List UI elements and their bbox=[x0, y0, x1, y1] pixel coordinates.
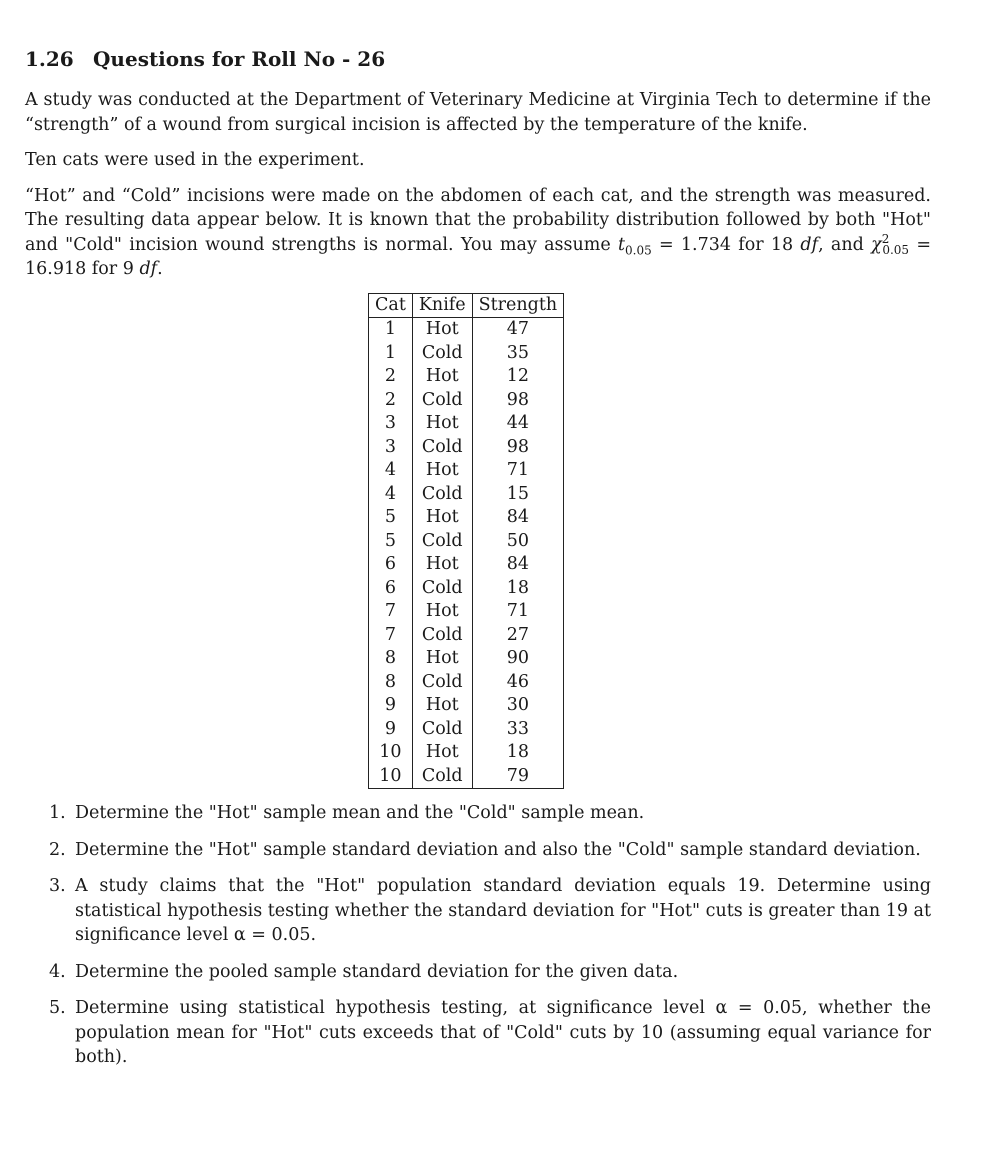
document-page bbox=[25, 44, 931, 1082]
df-label-1: df bbox=[800, 234, 819, 255]
question-item bbox=[49, 838, 931, 863]
strength-data-table bbox=[368, 293, 564, 790]
table-row bbox=[369, 647, 564, 671]
question-number: 4. bbox=[49, 961, 66, 982]
table-row bbox=[369, 671, 564, 695]
cell-knife: Hot bbox=[412, 318, 472, 342]
t-subscript: 0.05 bbox=[625, 243, 652, 257]
question-item bbox=[49, 996, 931, 1070]
table-row bbox=[369, 412, 564, 436]
table-row bbox=[369, 765, 564, 789]
section-title: Questions for Roll No - 26 bbox=[93, 47, 386, 71]
cell-knife: Hot bbox=[412, 647, 472, 671]
question-text: A study claims that the "Hot" population standard deviation equals 19. Determine using statistical hypothesis testing whether the standard deviation for "Hot" cuts is greater than 19 at significance level α = 0.05. bbox=[75, 876, 931, 945]
question-list bbox=[49, 801, 931, 1070]
cell-strength: 98 bbox=[472, 436, 564, 460]
table-row bbox=[369, 342, 564, 366]
desc-text-c: , and bbox=[818, 234, 872, 255]
cell-strength: 46 bbox=[472, 671, 564, 695]
cell-knife: Cold bbox=[412, 389, 472, 413]
desc-text-d: = 16.918 for 9 bbox=[25, 234, 931, 279]
cell-knife: Cold bbox=[412, 342, 472, 366]
table-row bbox=[369, 436, 564, 460]
table-row bbox=[369, 553, 564, 577]
cell-cat: 10 bbox=[369, 741, 413, 765]
data-description-paragraph bbox=[25, 184, 931, 282]
question-text: Determine the "Hot" sample mean and the "Cold" sample mean. bbox=[75, 803, 645, 823]
header-knife: Knife bbox=[412, 293, 472, 318]
question-number: 5. bbox=[49, 998, 66, 1018]
question-text: Determine the pooled sample standard deviation for the given data. bbox=[75, 961, 679, 982]
cell-knife: Hot bbox=[412, 506, 472, 530]
cell-strength: 33 bbox=[472, 718, 564, 742]
cats-paragraph: Ten cats were used in the experiment. bbox=[25, 150, 365, 170]
cell-cat: 2 bbox=[369, 389, 413, 413]
cell-knife: Cold bbox=[412, 765, 472, 789]
table-row bbox=[369, 389, 564, 413]
cell-cat: 4 bbox=[369, 459, 413, 483]
cell-knife: Cold bbox=[412, 436, 472, 460]
cell-knife: Hot bbox=[412, 694, 472, 718]
question-text: Determine the "Hot" sample standard deviation and also the "Cold" sample standard deviation. bbox=[75, 839, 921, 860]
cell-cat: 9 bbox=[369, 718, 413, 742]
cell-strength: 71 bbox=[472, 600, 564, 624]
chi-subscript: 0.05 bbox=[882, 243, 910, 257]
desc-text-e: . bbox=[157, 259, 163, 279]
cell-strength: 84 bbox=[472, 553, 564, 577]
cell-strength: 12 bbox=[472, 365, 564, 389]
cell-strength: 50 bbox=[472, 530, 564, 554]
cell-strength: 71 bbox=[472, 459, 564, 483]
table-header-row bbox=[369, 293, 564, 318]
table-row bbox=[369, 530, 564, 554]
table-body bbox=[369, 318, 564, 789]
cell-strength: 47 bbox=[472, 318, 564, 342]
cell-cat: 6 bbox=[369, 553, 413, 577]
cell-cat: 5 bbox=[369, 506, 413, 530]
cell-strength: 79 bbox=[472, 765, 564, 789]
desc-text-a: “Hot” and “Cold” incisions were made on the abdomen of each cat, and the strength was measured. The resulting data appear below. It is known that the probability distribution followed by both "Hot" and "Cold" incision wound strengths is normal. You may assume bbox=[25, 185, 931, 255]
cell-knife: Cold bbox=[412, 577, 472, 601]
question-number: 3. bbox=[49, 876, 66, 896]
cell-cat: 3 bbox=[369, 436, 413, 460]
cell-knife: Cold bbox=[412, 530, 472, 554]
cell-knife: Hot bbox=[412, 553, 472, 577]
cell-strength: 84 bbox=[472, 506, 564, 530]
cell-knife: Cold bbox=[412, 483, 472, 507]
question-number: 1. bbox=[49, 803, 66, 823]
cell-knife: Cold bbox=[412, 671, 472, 695]
cell-cat: 5 bbox=[369, 530, 413, 554]
question-text: Determine using statistical hypothesis testing, at significance level α = 0.05, whether the population mean for "Hot" cuts exceeds that of "Cold" cuts by 10 (assuming equal variance for both). bbox=[75, 998, 931, 1067]
cell-cat: 10 bbox=[369, 765, 413, 789]
cell-strength: 18 bbox=[472, 741, 564, 765]
cell-cat: 2 bbox=[369, 365, 413, 389]
cell-cat: 1 bbox=[369, 342, 413, 366]
table-row bbox=[369, 624, 564, 648]
t-symbol: t bbox=[617, 234, 626, 255]
section-heading bbox=[25, 44, 931, 74]
cell-cat: 3 bbox=[369, 412, 413, 436]
cell-knife: Cold bbox=[412, 718, 472, 742]
question-item bbox=[49, 801, 931, 826]
desc-text-b: = 1.734 for 18 bbox=[651, 234, 801, 255]
chi-superscript: 2 bbox=[881, 231, 890, 246]
cell-knife: Hot bbox=[412, 600, 472, 624]
table-row bbox=[369, 506, 564, 530]
cell-cat: 7 bbox=[369, 624, 413, 648]
table-row bbox=[369, 483, 564, 507]
cell-knife: Hot bbox=[412, 412, 472, 436]
table-row bbox=[369, 459, 564, 483]
cell-strength: 18 bbox=[472, 577, 564, 601]
table-row bbox=[369, 718, 564, 742]
cell-strength: 15 bbox=[472, 483, 564, 507]
table-row bbox=[369, 741, 564, 765]
cell-cat: 9 bbox=[369, 694, 413, 718]
cell-strength: 30 bbox=[472, 694, 564, 718]
cell-cat: 8 bbox=[369, 671, 413, 695]
question-item bbox=[49, 960, 931, 985]
question-item bbox=[49, 874, 931, 948]
chi-symbol: χ bbox=[871, 234, 882, 255]
cell-strength: 35 bbox=[472, 342, 564, 366]
table-row bbox=[369, 577, 564, 601]
cell-cat: 6 bbox=[369, 577, 413, 601]
cell-knife: Cold bbox=[412, 624, 472, 648]
cell-knife: Hot bbox=[412, 741, 472, 765]
table-row bbox=[369, 600, 564, 624]
cell-cat: 7 bbox=[369, 600, 413, 624]
cell-knife: Hot bbox=[412, 459, 472, 483]
cell-strength: 98 bbox=[472, 389, 564, 413]
cell-cat: 1 bbox=[369, 318, 413, 342]
question-number: 2. bbox=[49, 839, 66, 860]
header-strength: Strength bbox=[472, 293, 564, 318]
intro-paragraph: A study was conducted at the Department of Veterinary Medicine at Virginia Tech to determine if the “strength” of a wound from surgical incision is affected by the temperature of the knife. bbox=[25, 90, 931, 135]
cell-cat: 8 bbox=[369, 647, 413, 671]
cell-cat: 4 bbox=[369, 483, 413, 507]
table-row bbox=[369, 365, 564, 389]
cell-strength: 90 bbox=[472, 647, 564, 671]
df-label-2: df bbox=[139, 259, 158, 279]
cell-strength: 44 bbox=[472, 412, 564, 436]
header-cat: Cat bbox=[369, 293, 413, 318]
cell-knife: Hot bbox=[412, 365, 472, 389]
cell-strength: 27 bbox=[472, 624, 564, 648]
table-row bbox=[369, 318, 564, 342]
table-row bbox=[369, 694, 564, 718]
section-number: 1.26 bbox=[25, 47, 74, 71]
